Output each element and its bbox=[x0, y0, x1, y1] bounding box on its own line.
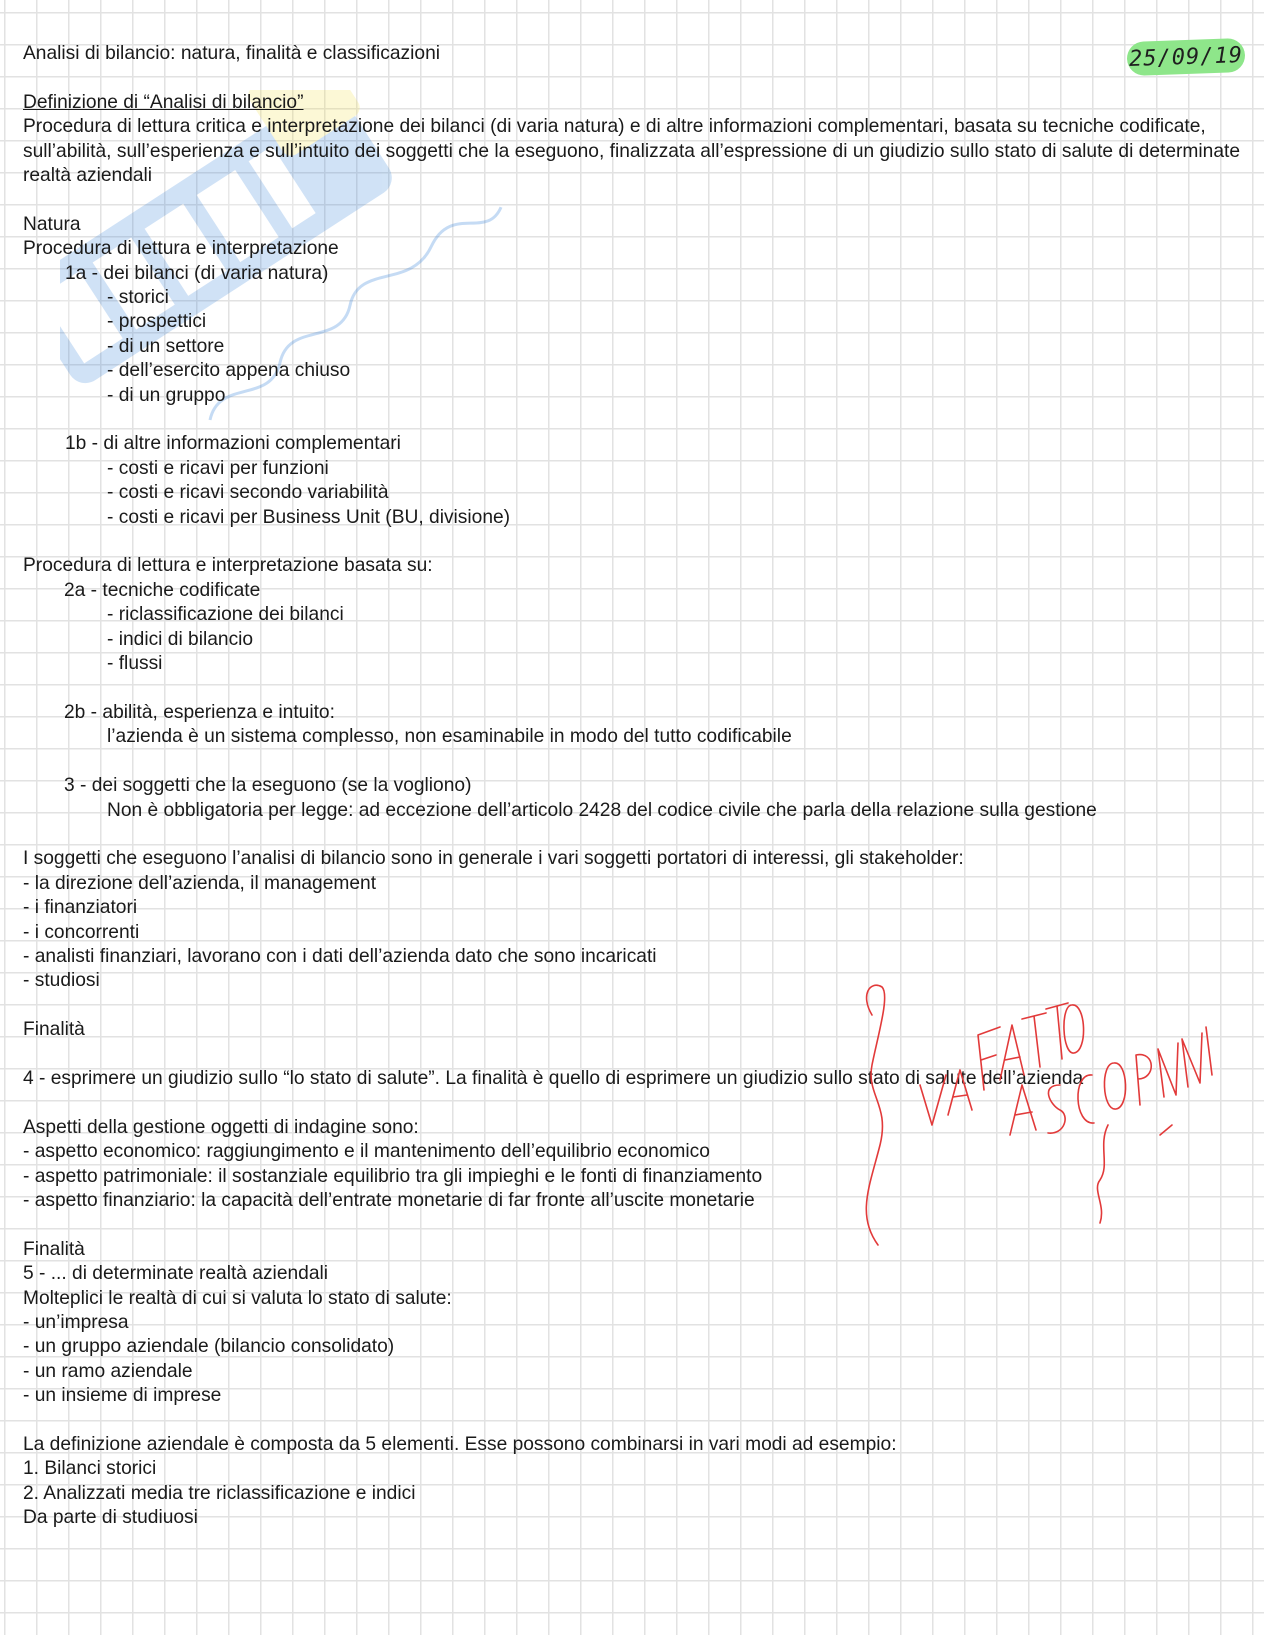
list-item: - un’impresa bbox=[23, 1311, 129, 1333]
list-item: - storici bbox=[107, 287, 169, 309]
list-item: - aspetto economico: raggiungimento e il mantenimento dell’equilibrio economico bbox=[23, 1141, 710, 1163]
procedura-item-2b: 2b - abilità, esperienza e intuito: bbox=[64, 701, 335, 723]
finalita-heading: Finalità bbox=[23, 1019, 85, 1041]
list-item: - aspetto finanziario: la capacità dell’entrate monetarie di far fronte all’uscite monetarie bbox=[23, 1189, 755, 1211]
list-item: - costi e ricavi per funzioni bbox=[107, 457, 329, 479]
natura-item-1b: 1b - di altre informazioni complementari bbox=[65, 433, 401, 455]
date-badge: 25/09/19 bbox=[1126, 38, 1245, 76]
procedura-item-2a: 2a - tecniche codificate bbox=[64, 579, 261, 601]
finalita-item-4: 4 - esprimere un giudizio sullo “lo stato di salute”. La finalità è quello di esprimere un giudizio sullo stato di salute dell’azienda bbox=[23, 1067, 1084, 1089]
list-item: - riclassificazione dei bilanci bbox=[107, 604, 344, 626]
natura-intro: Procedura di lettura e interpretazione bbox=[23, 238, 339, 260]
list-item: - la direzione dell’azienda, il management bbox=[23, 872, 377, 894]
finalita-item-5: 5 - ... di determinate realtà aziendali bbox=[23, 1263, 329, 1285]
annotation-text: VA FATTO A SCOPPIATO bbox=[860, 1273, 872, 1274]
notes-page bbox=[23, 42, 1248, 1531]
list-item: 1. Bilanci storici bbox=[23, 1458, 157, 1480]
natura-heading: Natura bbox=[23, 213, 81, 235]
list-item: - i concorrenti bbox=[23, 921, 140, 943]
procedura-item-3: 3 - dei soggetti che la eseguono (se la vogliono) bbox=[64, 775, 472, 797]
list-item: 2. Analizzati media tre riclassificazione e indici bbox=[23, 1482, 416, 1504]
list-item: - aspetto patrimoniale: il sostanziale equilibrio tra gli impieghi e le fonti di finanziamento bbox=[23, 1165, 763, 1187]
list-item: - studiosi bbox=[23, 970, 100, 992]
definition-text: Procedura di lettura critica e interpretazione dei bilanci (di varia natura) e di altre informazioni complementari, basata su tecniche codificate, sull’abilità, sull’esperienza e sull’intuito dei soggetti che la eseguono, finalizzata all’espressione di un giudizio sullo stato di salute di determinate realtà aziendali bbox=[23, 116, 1240, 187]
procedura-text-2b: l’azienda è un sistema complesso, non esaminabile in modo del tutto codificabile bbox=[107, 726, 792, 748]
conclusione-last: Da parte di studiuosi bbox=[23, 1507, 198, 1529]
realta-intro: Molteplici le realtà di cui si valuta lo stato di salute: bbox=[23, 1287, 452, 1309]
list-item: - un gruppo aziendale (bilancio consolidato) bbox=[23, 1336, 395, 1358]
list-item: - costi e ricavi secondo variabilità bbox=[107, 482, 389, 504]
list-item: - un ramo aziendale bbox=[23, 1360, 193, 1382]
procedura-text-3: Non è obbligatoria per legge: ad eccezione dell’articolo 2428 del codice civile che parla della relazione sulla gestione bbox=[107, 799, 1097, 821]
procedura-intro: Procedura di lettura e interpretazione basata su: bbox=[23, 555, 433, 577]
list-item: - indici di bilancio bbox=[107, 628, 254, 650]
finalita-heading-2: Finalità bbox=[23, 1238, 85, 1260]
list-item: - prospettici bbox=[107, 311, 207, 333]
natura-item-1a: 1a - dei bilanci (di varia natura) bbox=[65, 262, 329, 284]
list-item: - un insieme di imprese bbox=[23, 1385, 222, 1407]
aspetti-intro: Aspetti della gestione oggetti di indagine sono: bbox=[23, 1116, 419, 1138]
list-item: - i finanziatori bbox=[23, 897, 138, 919]
definition-heading: Definizione di “Analisi di bilancio” bbox=[23, 91, 304, 113]
list-item: - analisti finanziari, lavorano con i dati dell’azienda dato che sono incaricati bbox=[23, 945, 657, 967]
list-item: - dell’esercito appena chiuso bbox=[107, 360, 351, 382]
list-item: - flussi bbox=[107, 653, 163, 675]
soggetti-intro: I soggetti che eseguono l’analisi di bilancio sono in generale i vari soggetti portatori di interessi, gli stakeholder: bbox=[23, 848, 964, 870]
page-title: Analisi di bilancio: natura, finalità e classificazioni bbox=[23, 43, 441, 64]
list-item: - costi e ricavi per Business Unit (BU, divisione) bbox=[107, 506, 511, 528]
list-item: - di un settore bbox=[107, 335, 225, 357]
conclusione-intro: La definizione aziendale è composta da 5 elementi. Esse possono combinarsi in vari modi ad esempio: bbox=[23, 1433, 897, 1455]
list-item: - di un gruppo bbox=[107, 384, 226, 406]
